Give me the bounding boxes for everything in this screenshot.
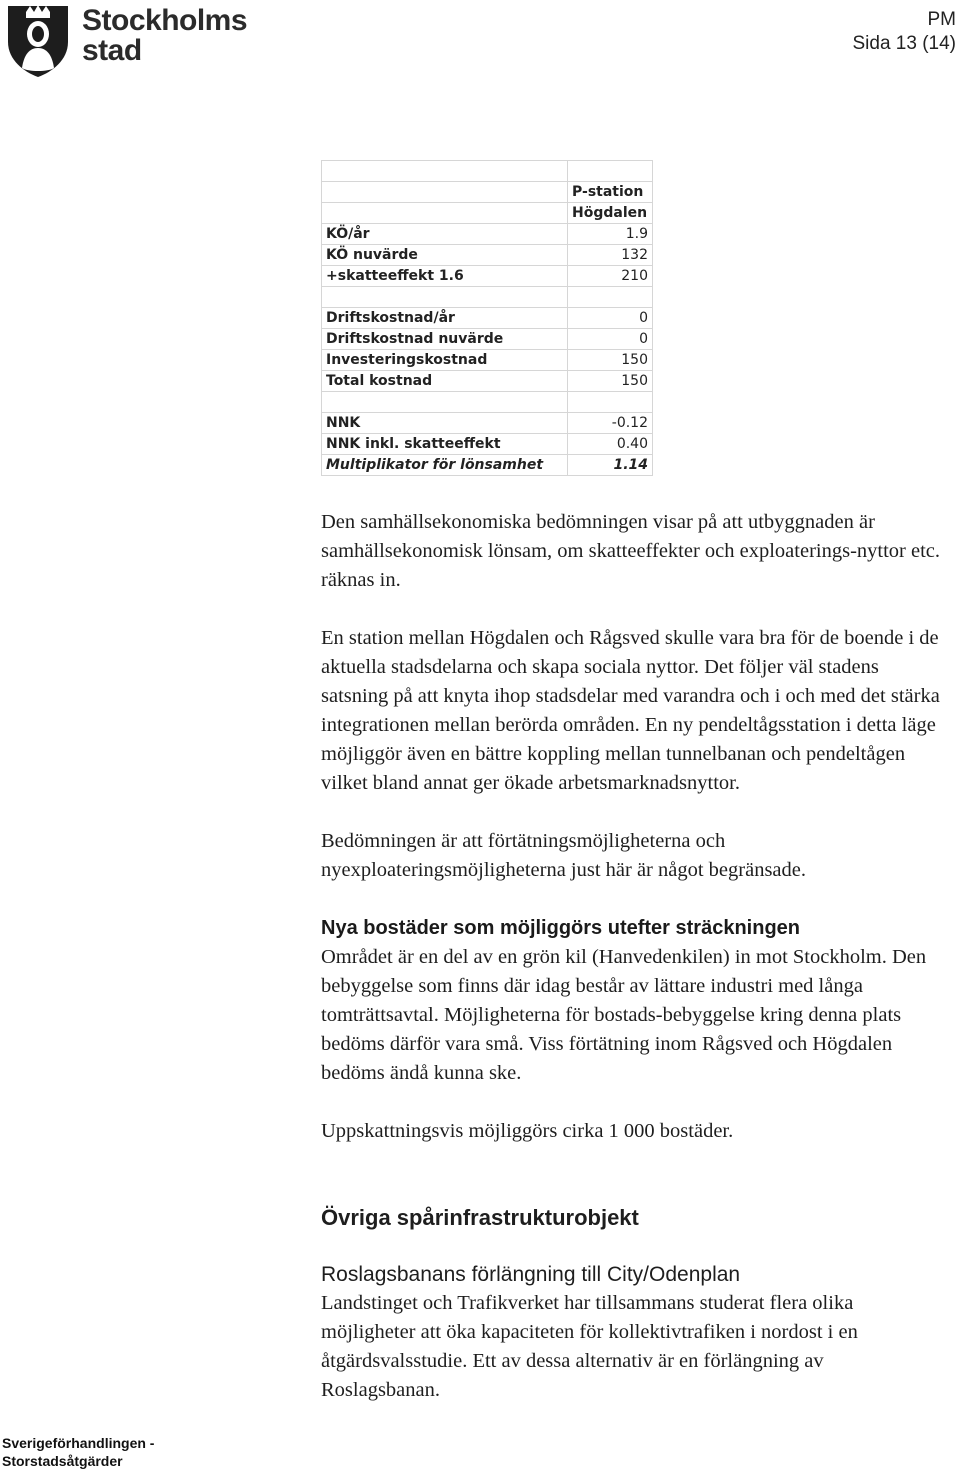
row-value: 0 xyxy=(568,308,653,329)
row-value: 1.14 xyxy=(568,455,653,476)
heading-roslagsbanan-extension: Roslagsbanans förlängning till City/Odenplan xyxy=(321,1263,741,1286)
table-row xyxy=(322,329,653,350)
document-body xyxy=(321,508,941,1405)
footer-line-1: Sverigeförhandlingen - xyxy=(2,1435,155,1451)
table-row xyxy=(322,413,653,434)
stockholms-stad-logo xyxy=(4,2,248,80)
table-cell xyxy=(322,203,568,224)
heading-other-rail-projects: Övriga spårinfrastrukturobjekt xyxy=(321,1205,639,1230)
row-value xyxy=(568,287,653,308)
row-label: Multiplikator för lönsamhet xyxy=(322,455,568,476)
row-label: NNK inkl. skatteeffekt xyxy=(322,434,568,455)
row-label: +skatteeffekt 1.6 xyxy=(322,266,568,287)
row-value xyxy=(568,392,653,413)
footer-line-2: Storstadsåtgärder xyxy=(2,1453,123,1469)
row-label: KÖ nuvärde xyxy=(322,245,568,266)
row-label: Driftskostnad nuvärde xyxy=(322,329,568,350)
row-value: 210 xyxy=(568,266,653,287)
column-header-line-2: Högdalen xyxy=(568,203,653,224)
document-type: PM xyxy=(927,9,956,30)
table-row xyxy=(322,371,653,392)
column-header xyxy=(568,161,653,182)
column-header-line-1: P-station xyxy=(568,182,653,203)
table-row-empty xyxy=(322,287,653,308)
row-label xyxy=(322,287,568,308)
row-label: Investeringskostnad xyxy=(322,350,568,371)
row-value: -0.12 xyxy=(568,413,653,434)
row-value: 1.9 xyxy=(568,224,653,245)
page-number: Sida 13 (14) xyxy=(852,33,956,54)
table-row xyxy=(322,455,653,476)
page-header-info xyxy=(852,8,956,56)
logo-line-2: stad xyxy=(82,34,142,67)
row-value: 132 xyxy=(568,245,653,266)
row-value: 150 xyxy=(568,371,653,392)
row-label xyxy=(322,392,568,413)
table-row xyxy=(322,224,653,245)
table-cell xyxy=(322,182,568,203)
paragraph-green-wedge: Området är en del av en grön kil (Hanvedenkilen) in mot Stockholm. Den bebyggelse som finns där idag består av lättare industri med långa tomträttsavtal. Möjligheterna för bostads-bebyggelse kring denna plats bedöms därför vara små. Viss förtätning inom Rågsved och Högdalen bedöms ändå kunna ske. xyxy=(321,946,927,1084)
logo-line-1: Stockholms xyxy=(82,4,248,37)
table-row xyxy=(322,350,653,371)
row-label: Driftskostnad/år xyxy=(322,308,568,329)
city-crest-icon xyxy=(4,2,72,78)
heading-new-housing: Nya bostäder som möjliggörs utefter sträckningen xyxy=(321,917,800,939)
table-row-empty xyxy=(322,392,653,413)
table-header-row xyxy=(322,203,653,224)
table-header-row xyxy=(322,161,653,182)
row-value: 0.40 xyxy=(568,434,653,455)
row-label: Total kostnad xyxy=(322,371,568,392)
table-row xyxy=(322,245,653,266)
row-value: 0 xyxy=(568,329,653,350)
paragraph-station-benefits: En station mellan Högdalen och Rågsved skulle vara bra för de boende i de aktuella stadsdelarna och skapa sociala nyttor. Det följer väl stadens satsning på att knyta ihop stadsdelar med varandra och i och med det stärka integrationen mellan berörda områden. En ny pendeltågsstation i detta läge möjliggör även en bättre koppling mellan tunnelbanan och pendeltågen vilket bland annat ger ökade arbetsmarknadsnyttor. xyxy=(321,627,940,794)
table-row xyxy=(322,434,653,455)
table-header-row xyxy=(322,182,653,203)
row-value: 150 xyxy=(568,350,653,371)
row-label: NNK xyxy=(322,413,568,434)
table-cell xyxy=(322,161,568,182)
row-label: KÖ/år xyxy=(322,224,568,245)
table-row xyxy=(322,308,653,329)
paragraph-roslagsbanan: Landstinget och Trafikverket har tillsammans studerat flera olika möjligheter att öka kapaciteten för kollektivtrafiken i nordost i en åtgärdsvalsstudie. Ett av dessa alternativ är en förlängning av Roslagsbanan. xyxy=(321,1292,858,1401)
logo-text xyxy=(82,6,247,66)
cost-benefit-table xyxy=(321,160,653,476)
page-footer xyxy=(2,1434,154,1470)
paragraph-housing-estimate: Uppskattningsvis möjliggörs cirka 1 000 bostäder. xyxy=(321,1120,734,1142)
paragraph-profitability: Den samhällsekonomiska bedömningen visar på att utbyggnaden är samhällsekonomisk lönsam, om skatteeffekter och exploaterings-nyttor etc. räknas in. xyxy=(321,511,941,591)
paragraph-densification: Bedömningen är att förtätningsmöjligheterna och nyexploateringsmöjligheterna just här är något begränsade. xyxy=(321,830,807,881)
table-row xyxy=(322,266,653,287)
